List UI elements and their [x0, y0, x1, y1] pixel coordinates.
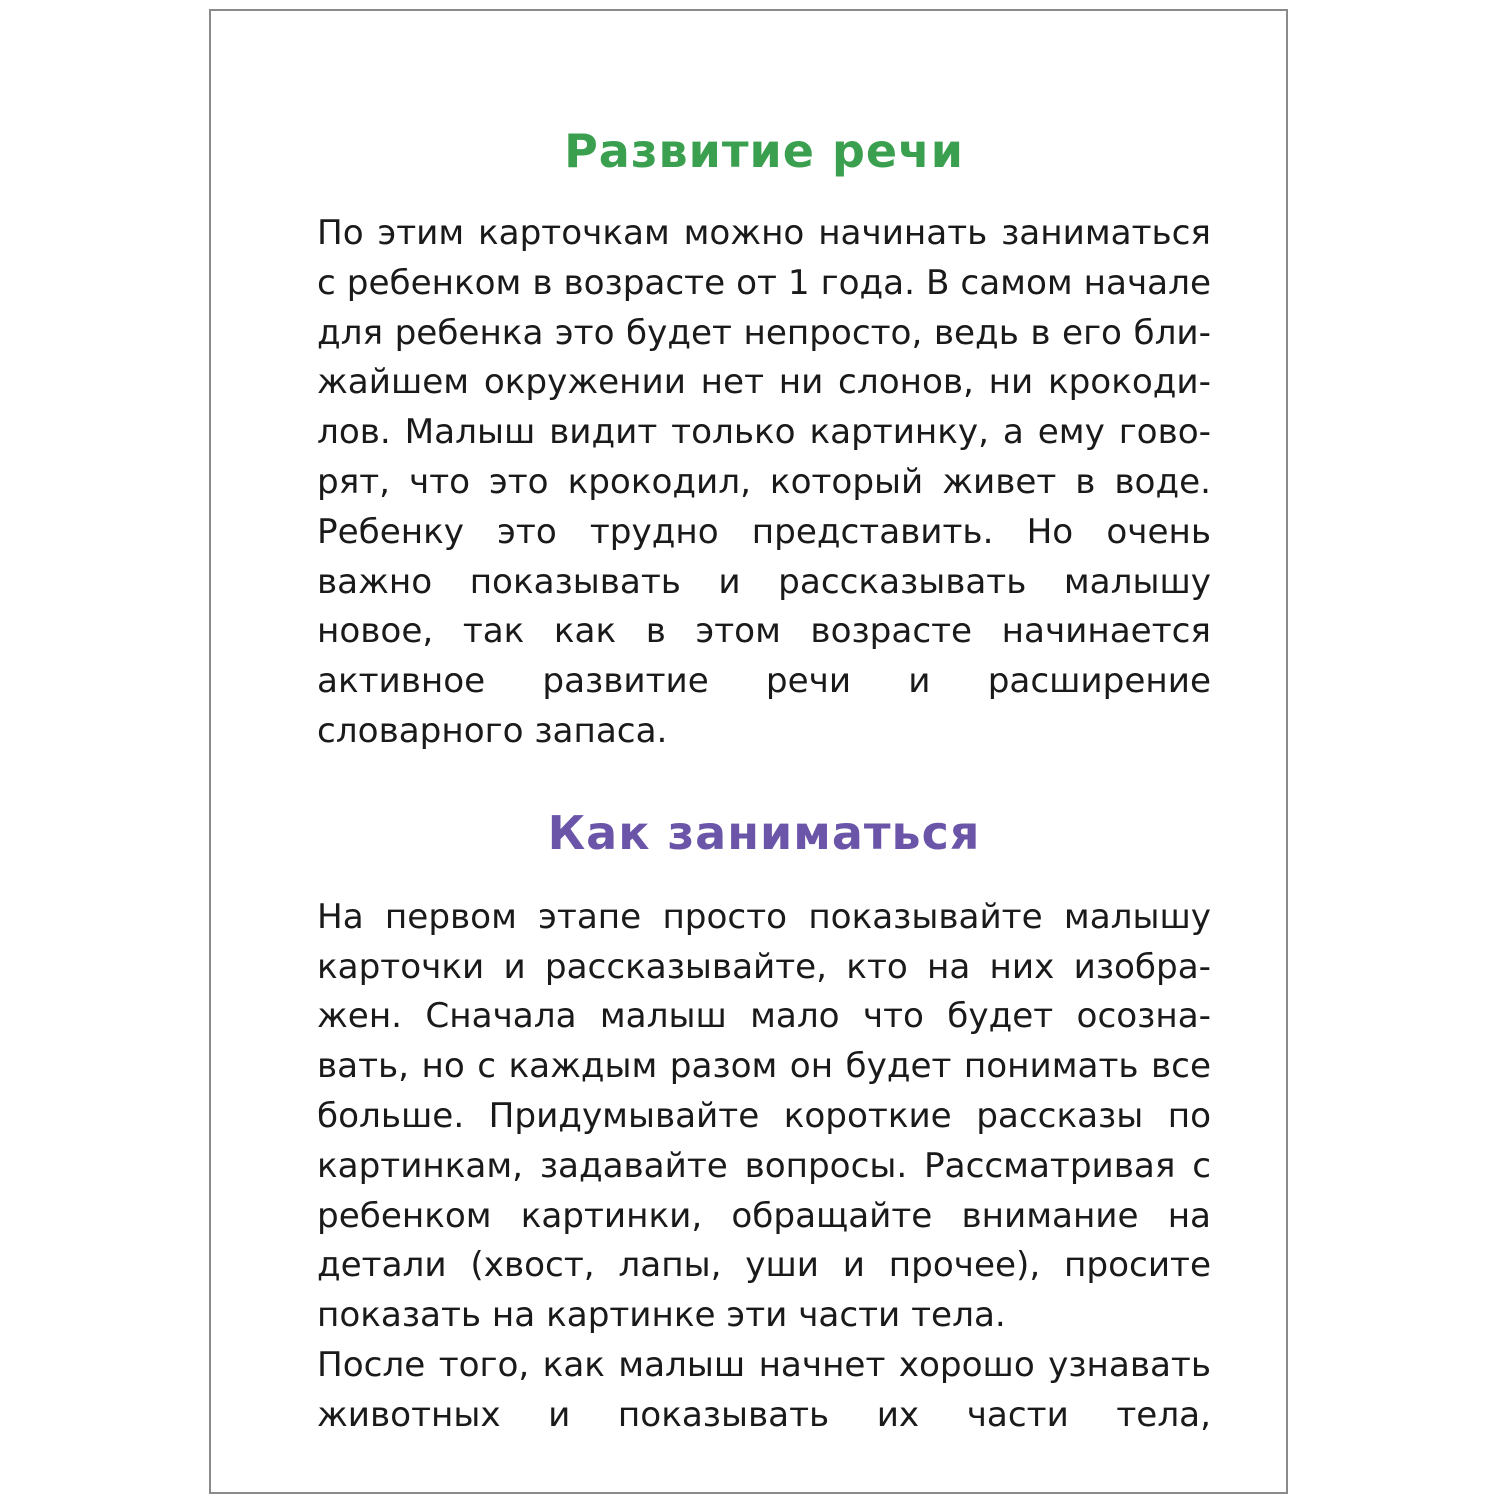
section-title-speech-development: Развитие речи	[564, 124, 964, 178]
speech-development-paragraph: По этим карточкам можно начинать заниматься с ребенком в возрасте от 1 года. В самом начале для ребенка это будет непросто, ведь в его ближайшем окружении нет ни слонов, ни крокодилов. Малыш видит только картинку, а ему говорят, что это крокодил, который живет в воде. Ребенку это трудно представить. Но очень важно показывать и рассказывать малышу новое, так как в этом возрасте начинается активное развитие речи и расширение словарного запаса.	[317, 213, 1211, 751]
instruction-card	[209, 9, 1288, 1494]
section-title-how-to-practice: Как заниматься	[547, 805, 981, 860]
how-to-practice-paragraph: На первом этапе просто показывайте малышу карточки и рассказывайте, кто на них изображен. Сначала малыш мало что будет осознавать, но с каждым разом он будет понимать все больше. Придумывайте короткие рассказы по картинкам, задавайте вопросы. Рассматривая с ребенком картинки, обращайте внимание на детали (хвост, лапы, уши и прочее), просите показать на картинке эти части тела.	[317, 896, 1211, 1336]
card-content	[317, 121, 1211, 1441]
how-to-practice-continued-paragraph: После того, как малыш начнет хорошо узнавать животных и показывать их части тела,	[317, 1344, 1211, 1435]
